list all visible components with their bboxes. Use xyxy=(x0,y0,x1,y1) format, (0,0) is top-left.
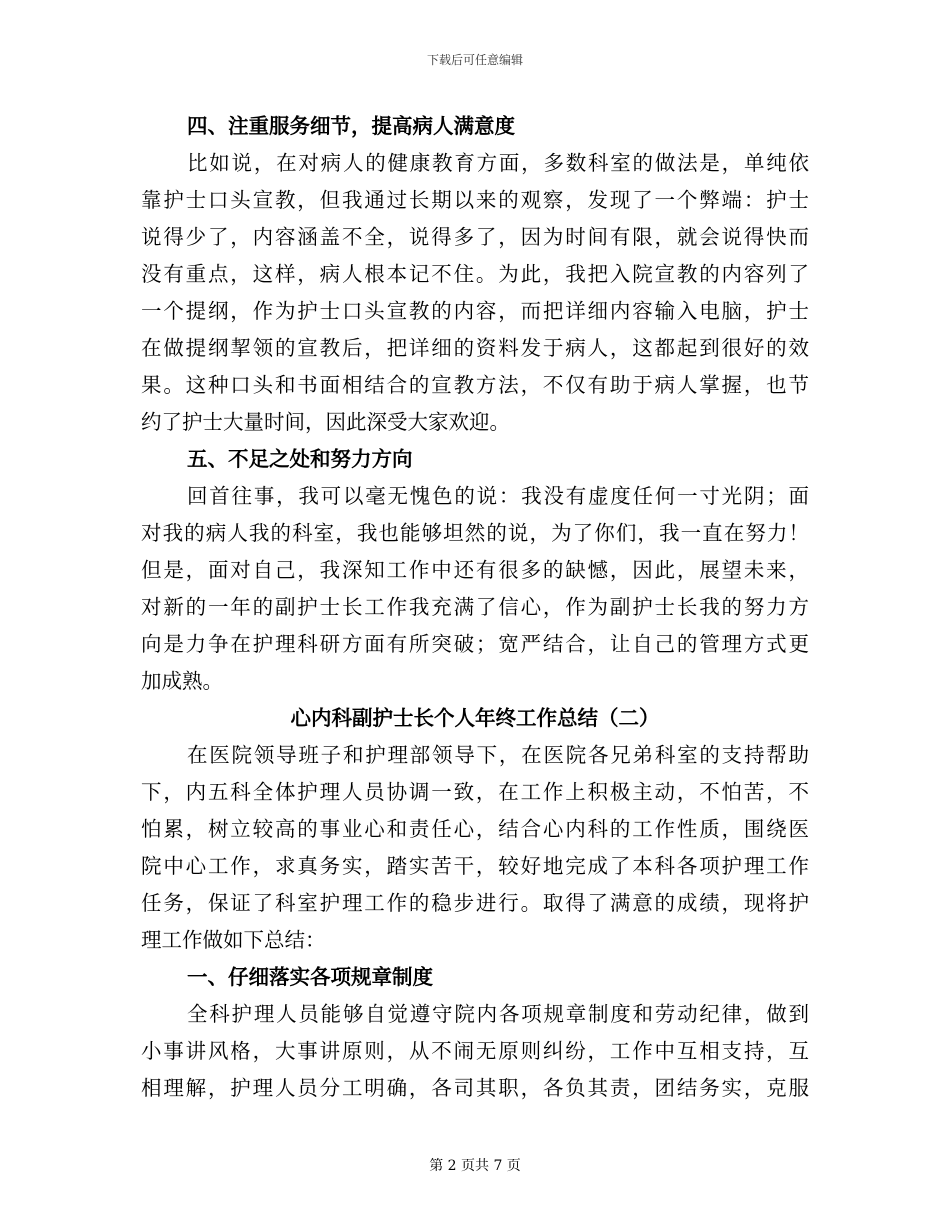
paragraph-last-line: 理工作做如下总结： xyxy=(141,928,326,952)
text-line: 说得少了，内容涵盖不全，说得多了，因为时间有限，就会说得快而 xyxy=(141,225,809,249)
page-number-footer: 第 2 页共 7 页 xyxy=(429,1158,521,1174)
text-line: 任务，保证了科室护理工作的稳步进行。取得了满意的成绩，现将护 xyxy=(141,891,809,915)
paragraph-first-line: 比如说，在对病人的健康教育方面，多数科室的做法是，单纯依 xyxy=(187,151,809,175)
paragraph-first-line: 全科护理人员能够自觉遵守院内各项规章制度和劳动纪律，做到 xyxy=(187,1002,809,1026)
text-line: 院中心工作，求真务实，踏实苦干，较好地完成了本科各项护理工作 xyxy=(141,854,809,878)
text-line: 小事讲风格，大事讲原则，从不闹无原则纠纷，工作中互相支持，互 xyxy=(141,1039,809,1063)
text-line: 在做提纲挈领的宣教后，把详细的资料发于病人，这都起到很好的效 xyxy=(141,336,809,360)
text-line: 对新的一年的副护士长工作我充满了信心，作为副护士长我的努力方 xyxy=(141,595,809,619)
document-body xyxy=(141,108,809,1107)
text-line: 下，内五科全体护理人员协调一致，在工作上积极主动，不怕苦，不 xyxy=(141,780,809,804)
text-line: 怕累，树立较高的事业心和责任心，结合心内科的工作性质，围绕医 xyxy=(141,817,809,841)
text-line: 但是，面对自己，我深知工作中还有很多的缺憾，因此，展望未来， xyxy=(141,558,809,582)
paragraph-last-line: 加成熟。 xyxy=(141,669,223,693)
section-heading: 五、不足之处和努力方向 xyxy=(187,447,413,471)
section-heading: 四、注重服务细节，提高病人满意度 xyxy=(187,114,515,138)
paragraph-first-line: 回首往事，我可以毫无愧色的说：我没有虚度任何一寸光阴；面 xyxy=(187,484,809,508)
text-line: 没有重点，这样，病人根本记不住。为此，我把入院宣教的内容列了 xyxy=(141,262,809,286)
paragraph-first-line: 在医院领导班子和护理部领导下，在医院各兄弟科室的支持帮助 xyxy=(187,743,809,767)
text-line: 对我的病人我的科室，我也能够坦然的说，为了你们，我一直在努力！ xyxy=(141,521,809,545)
text-line: 一个提纲，作为护士口头宣教的内容，而把详细内容输入电脑，护士 xyxy=(141,299,809,323)
text-line: 相理解，护理人员分工明确，各司其职，各负其责，团结务实，克服 xyxy=(141,1076,809,1100)
paragraph-last-line: 约了护士大量时间，因此深受大家欢迎。 xyxy=(141,410,510,434)
text-line: 果。这种口头和书面相结合的宣教方法，不仅有助于病人掌握，也节 xyxy=(141,373,809,397)
text-line: 向是力争在护理科研方面有所突破；宽严结合，让自己的管理方式更 xyxy=(141,632,809,656)
text-line: 靠护士口头宣教，但我通过长期以来的观察，发现了一个弊端：护士 xyxy=(141,188,809,212)
page-header: 下载后可任意编辑 xyxy=(426,53,523,67)
document-title: 心内科副护士长个人年终工作总结（二） xyxy=(290,706,660,730)
section-heading: 一、仔细落实各项规章制度 xyxy=(187,965,433,989)
